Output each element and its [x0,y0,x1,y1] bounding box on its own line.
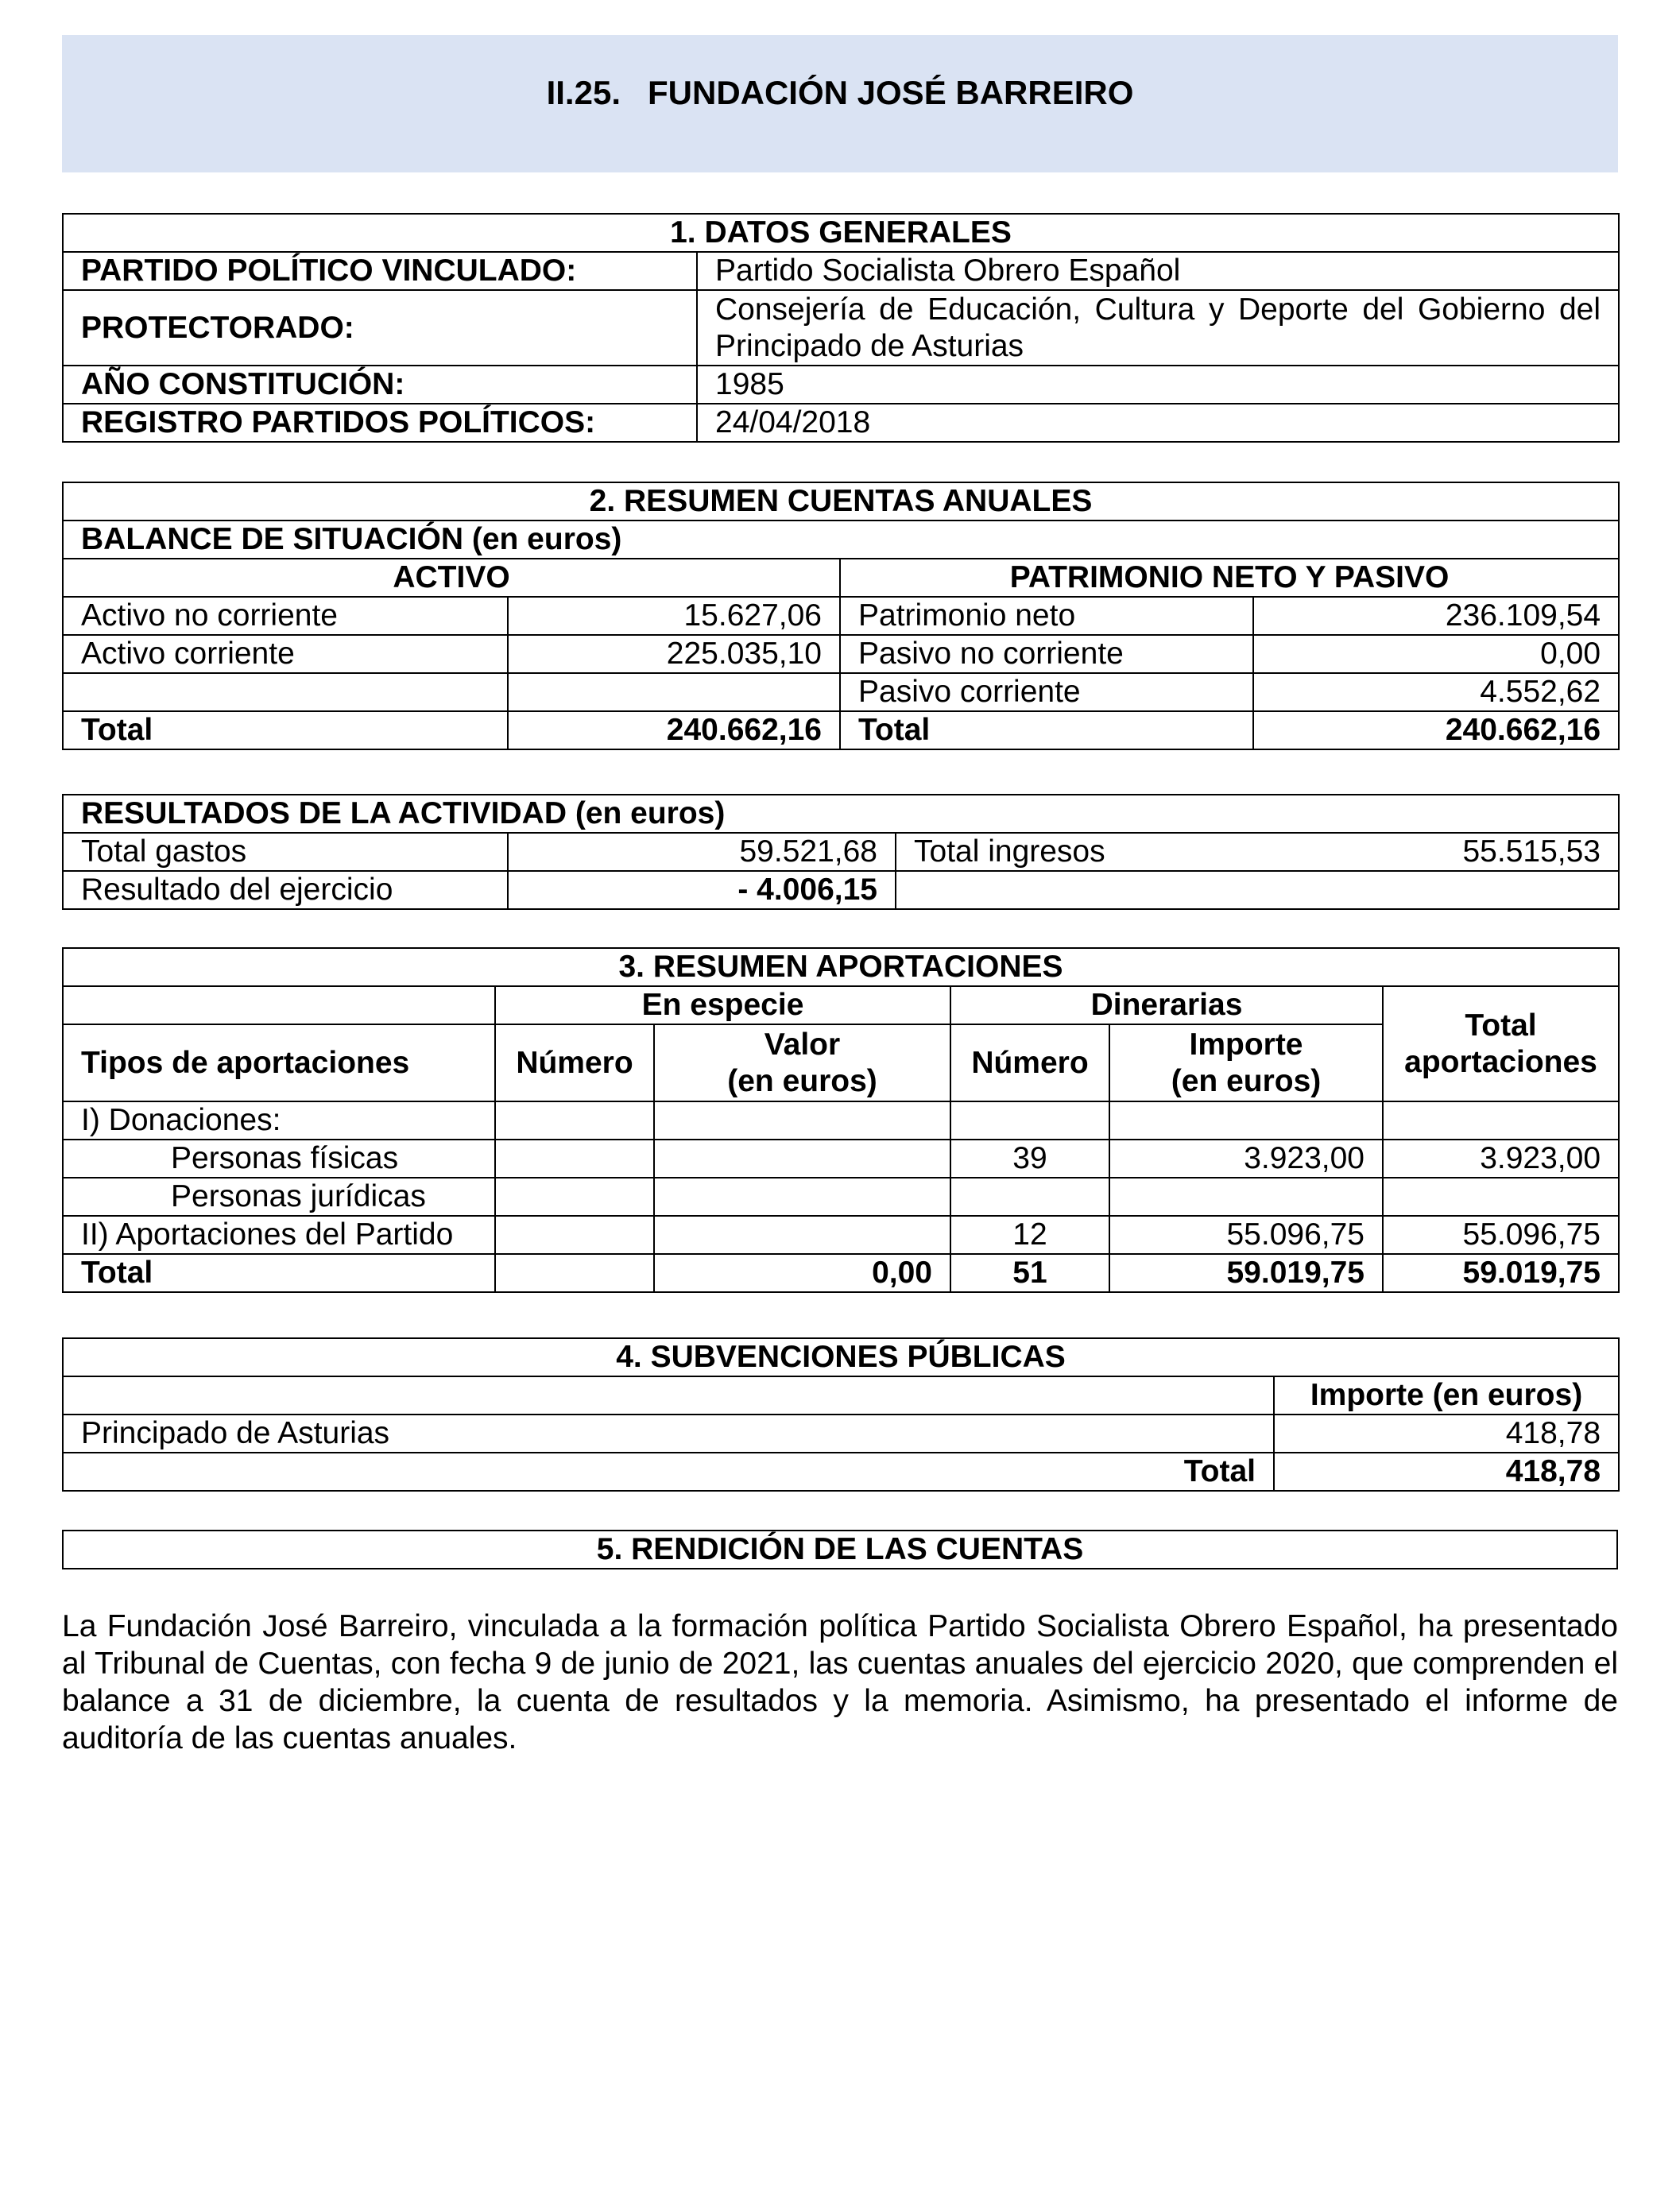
pasivo-header: PATRIMONIO NETO Y PASIVO [840,559,1619,597]
table-row [63,711,1619,749]
contrib-total-num: 51 [950,1254,1109,1292]
empty-cell [896,871,1619,909]
partido-num: 12 [950,1216,1109,1254]
partido-label: II) Aportaciones del Partido [63,1216,495,1254]
contributions-table [62,947,1620,1293]
contrib-total-valor: 0,00 [654,1254,950,1292]
table-row [63,366,1619,404]
activo-value: 15.627,06 [508,597,840,635]
valor-header-line2: (en euros) [727,1063,877,1098]
general-heading: 1. DATOS GENERALES [63,214,1619,252]
rendition-paragraph: La Fundación José Barreiro, vinculada a la formación política Partido Socialista Obrero Español, ha presentado al Tribunal de Cuentas, con fecha 9 de junio de 2021, las cuentas anuales del ejercicio 2020, que comprenden el balance a 31 de diciembre, la cuenta de resultados y la memoria. Asimismo, ha presentado el informe de auditoría de las cuentas anuales. [62,1609,1618,1755]
resultado-label: Resultado del ejercicio [63,871,508,909]
fisicas-importe: 3.923,00 [1109,1140,1383,1178]
empty-cell [495,1216,654,1254]
tipos-header: Tipos de aportaciones [63,1024,495,1101]
empty-cell [1383,1101,1619,1140]
resultado-value: - 4.006,15 [508,871,896,909]
table-row [63,635,1619,673]
activo-label: Activo corriente [63,635,508,673]
results-table [62,794,1620,910]
year-value: 1985 [697,366,1619,404]
pasivo-label: Pasivo no corriente [840,635,1253,673]
balance-table [62,482,1620,750]
section-number: II.25. [546,74,621,111]
pasivo-label: Patrimonio neto [840,597,1253,635]
subsidy-total-value: 418,78 [1274,1453,1619,1491]
fisicas-num: 39 [950,1140,1109,1178]
empty-cell [495,1101,654,1140]
gastos-label: Total gastos [63,833,508,871]
numero-especie-header: Número [495,1024,654,1101]
partido-importe: 55.096,75 [1109,1216,1383,1254]
especie-header: En especie [495,986,950,1024]
protectorate-value-line1: Consejería de Educación, Cultura y Deporte del Gobierno del [715,292,1601,327]
pasivo-value: 0,00 [1253,635,1619,673]
party-value: Partido Socialista Obrero Español [697,252,1619,290]
party-label: PARTIDO POLÍTICO VINCULADO: [63,252,697,290]
table-row [63,1216,1619,1254]
total-aportaciones-line1: Total [1465,1008,1537,1043]
empty-cell [495,1178,654,1216]
subsidy-total-label: Total [63,1453,1274,1491]
subsidy-entity: Principado de Asturias [63,1415,1274,1453]
page-title [62,35,1618,113]
numero-dinerarias-header: Número [950,1024,1109,1101]
total-aportaciones-line2: aportaciones [1404,1044,1597,1079]
gastos-value [508,833,896,871]
empty-cell [63,673,508,711]
juridicas-label: Personas jurídicas [63,1178,495,1216]
table-row [63,1101,1619,1140]
empty-cell [654,1178,950,1216]
empty-cell [63,986,495,1024]
contrib-total-total: 59.019,75 [1383,1254,1619,1292]
pasivo-value: 4.552,62 [1253,673,1619,711]
table-row [63,1140,1619,1178]
fisicas-total: 3.923,00 [1383,1140,1619,1178]
subsidies-heading: 4. SUBVENCIONES PÚBLICAS [63,1338,1619,1376]
table-row [63,1415,1619,1453]
year-label: AÑO CONSTITUCIÓN: [63,366,697,404]
pasivo-value: 236.109,54 [1253,597,1619,635]
table-row [63,673,1619,711]
section-title-box [62,35,1618,172]
results-title: RESULTADOS DE LA ACTIVIDAD (en euros) [63,795,1619,833]
empty-cell [495,1140,654,1178]
ingresos-cell [896,833,1619,871]
empty-cell [63,1376,1274,1415]
total-pasivo-value: 240.662,16 [1253,711,1619,749]
protectorate-value [697,290,1619,366]
empty-cell [1109,1101,1383,1140]
empty-cell [1383,1178,1619,1216]
gastos-value-text: 59.521,68 [739,834,877,869]
total-activo-value: 240.662,16 [508,711,840,749]
empty-cell [950,1101,1109,1140]
balance-title: BALANCE DE SITUACIÓN (en euros) [63,521,1619,559]
empty-cell [495,1254,654,1292]
table-row [63,1178,1619,1216]
empty-cell [654,1101,950,1140]
total-pasivo-label: Total [840,711,1253,749]
partido-total: 55.096,75 [1383,1216,1619,1254]
dinerarias-header: Dinerarias [950,986,1383,1024]
activo-label: Activo no corriente [63,597,508,635]
activo-header: ACTIVO [63,559,840,597]
total-aportaciones-header [1383,986,1619,1101]
importe-column-header: Importe (en euros) [1274,1376,1619,1415]
ingresos-label: Total ingresos [914,834,1105,869]
registry-label: REGISTRO PARTIDOS POLÍTICOS: [63,404,697,442]
empty-cell [1109,1178,1383,1216]
empty-cell [508,673,840,711]
total-activo-label: Total [63,711,508,749]
table-row [63,252,1619,290]
protectorate-label: PROTECTORADO: [63,290,697,366]
accounts-heading: 2. RESUMEN CUENTAS ANUALES [63,482,1619,521]
empty-cell [654,1216,950,1254]
table-row [63,290,1619,366]
table-row [63,404,1619,442]
table-row [63,1453,1619,1491]
protectorate-value-line2: Principado de Asturias [715,328,1024,363]
table-row [63,597,1619,635]
contrib-total-importe: 59.019,75 [1109,1254,1383,1292]
table-row [63,871,1619,909]
registry-value: 24/04/2018 [697,404,1619,442]
empty-cell [950,1178,1109,1216]
table-row [63,1254,1619,1292]
pasivo-label: Pasivo corriente [840,673,1253,711]
ingresos-value: 55.515,53 [1462,834,1601,869]
subsidies-table [62,1337,1620,1492]
importe-header-line2: (en euros) [1171,1063,1322,1098]
activo-value: 225.035,10 [508,635,840,673]
importe-header [1109,1024,1383,1101]
importe-header-line1: Importe [1189,1027,1303,1062]
valor-header [654,1024,950,1101]
contrib-total-label: Total [63,1254,495,1292]
fisicas-label: Personas físicas [63,1140,495,1178]
foundation-name: FUNDACIÓN JOSÉ BARREIRO [648,74,1134,111]
table-row [63,833,1619,871]
valor-header-line1: Valor [764,1027,841,1062]
subsidy-value: 418,78 [1274,1415,1619,1453]
rendition-table [62,1530,1618,1569]
donaciones-label: I) Donaciones: [63,1101,495,1140]
contributions-heading: 3. RESUMEN APORTACIONES [63,948,1619,986]
empty-cell [654,1140,950,1178]
rendition-heading: 5. RENDICIÓN DE LAS CUENTAS [63,1531,1617,1569]
general-data-table [62,213,1620,443]
